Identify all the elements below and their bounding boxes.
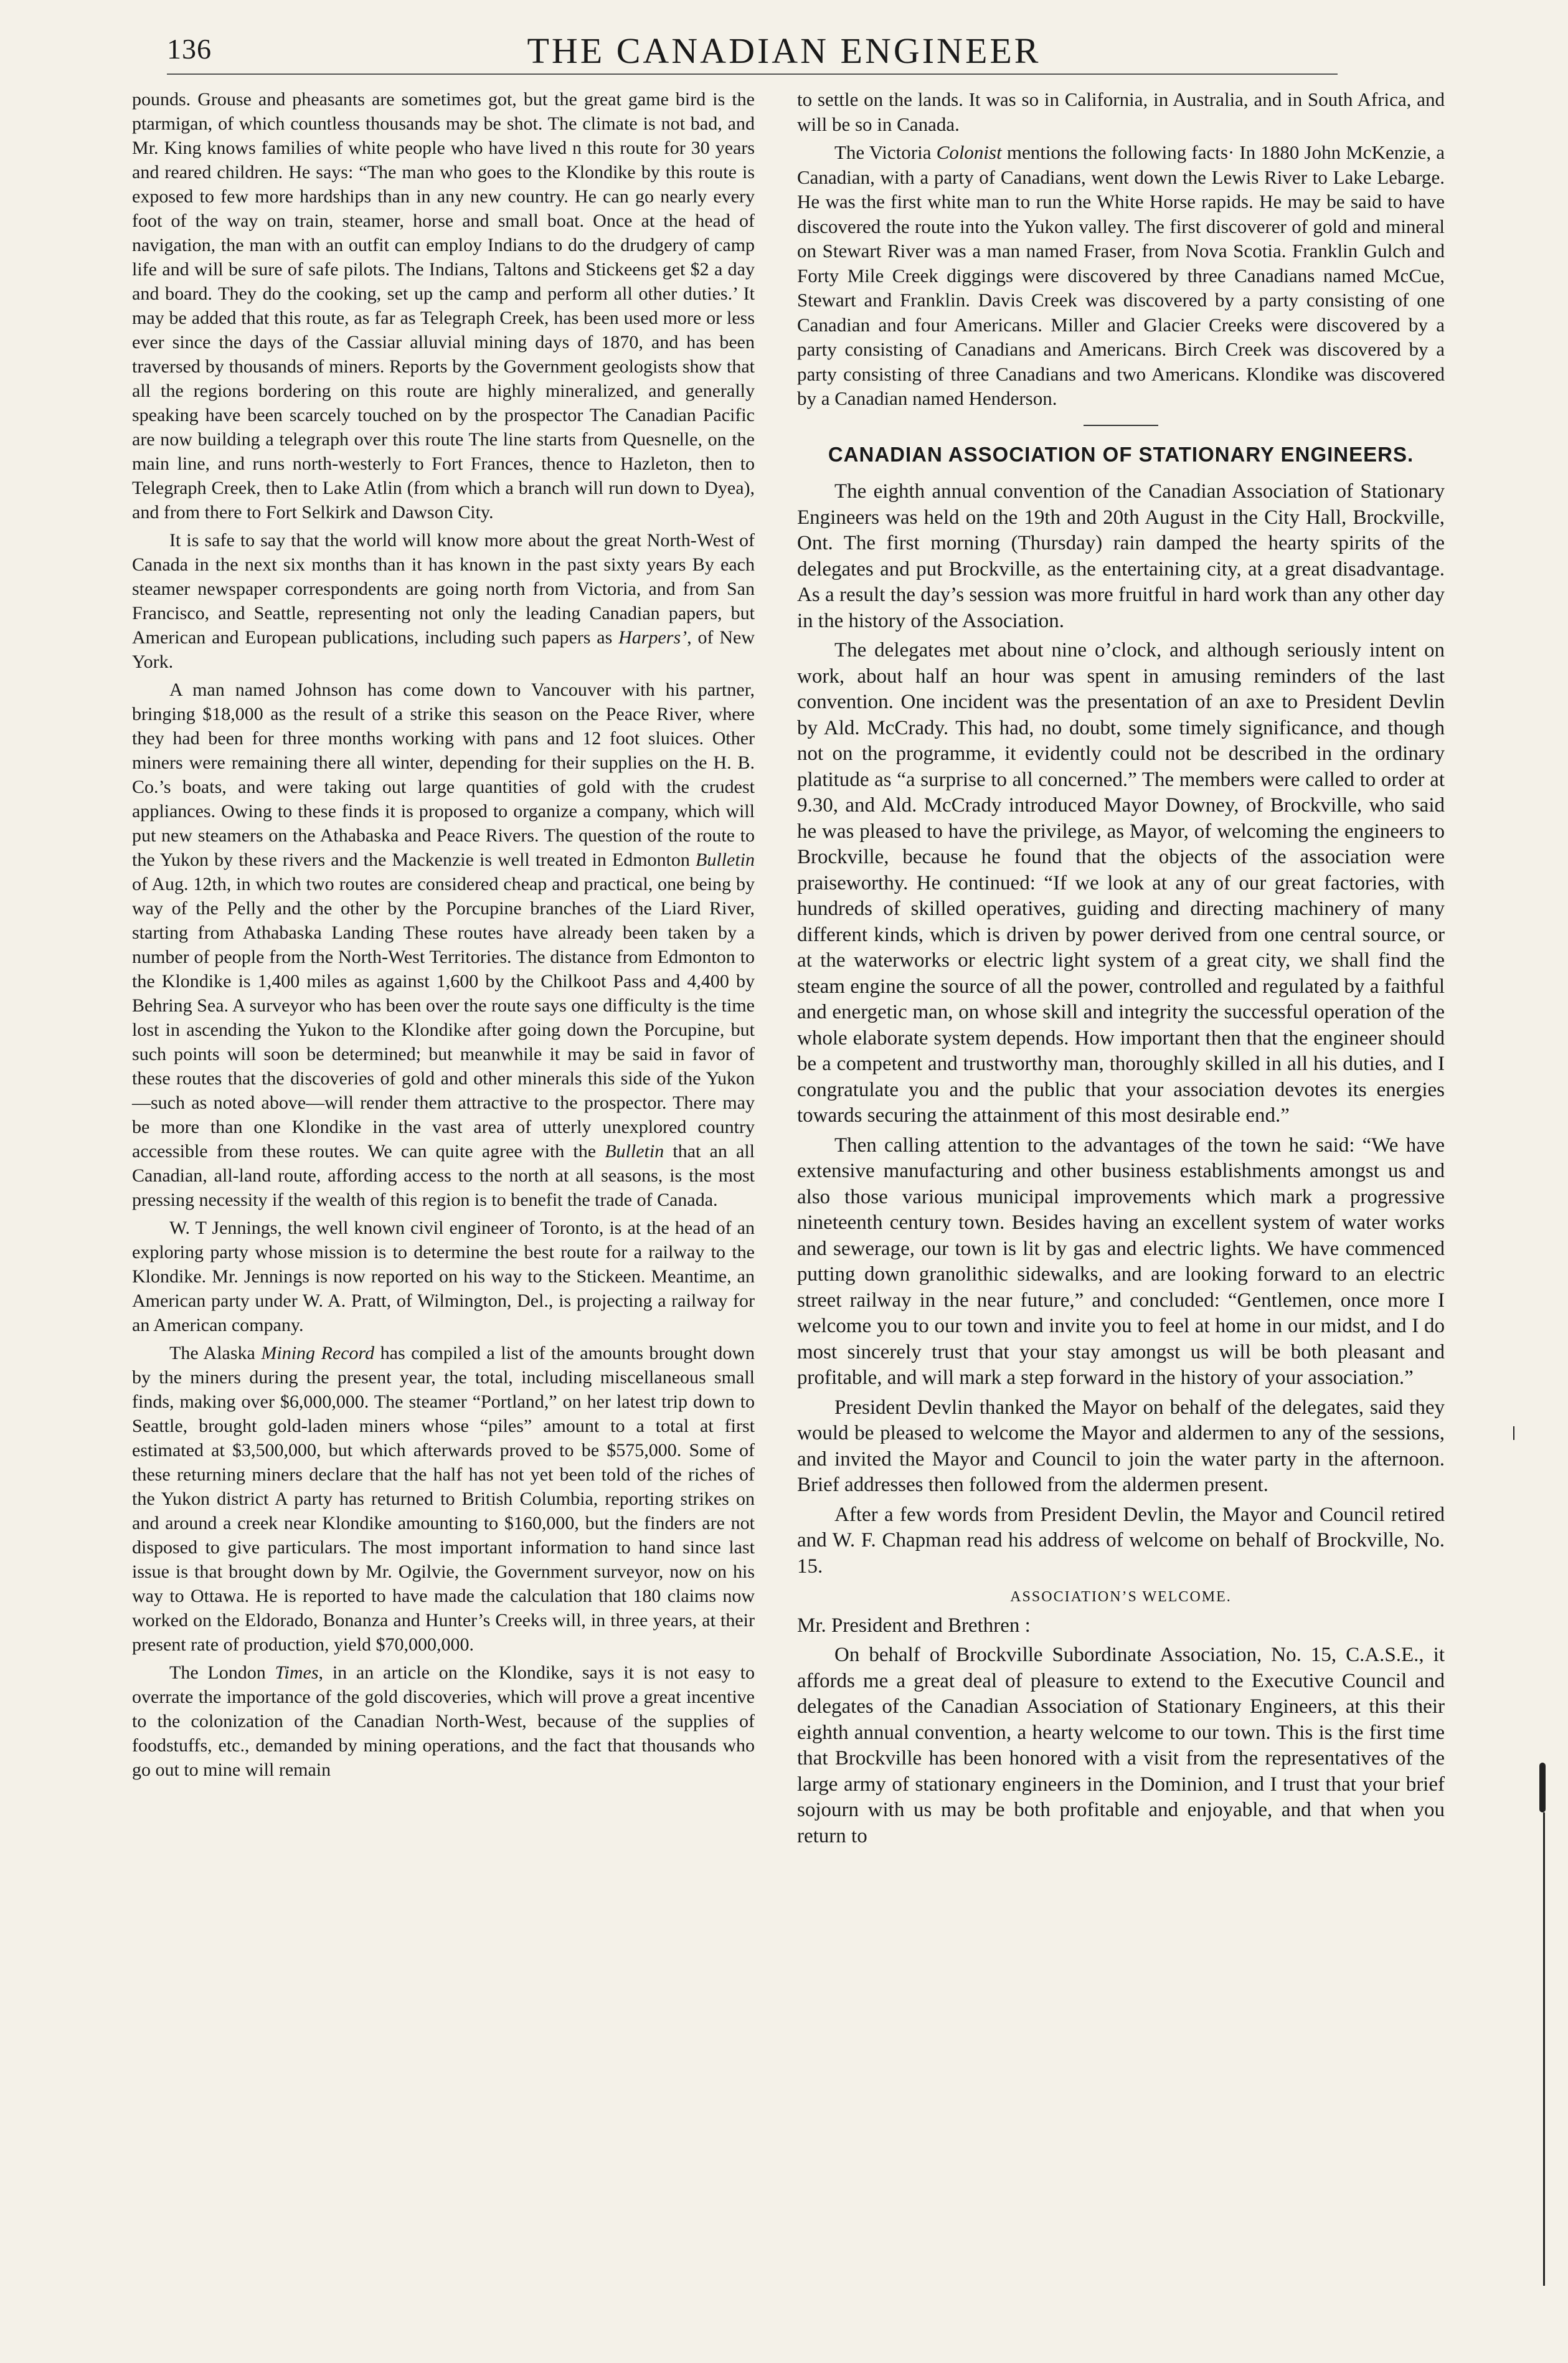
page-number: 136 — [167, 33, 212, 65]
margin-line-mark — [1543, 1812, 1545, 2286]
article-paragraph-1: The eighth annual convention of the Canadian Association of Stationary Engineers was held on the 19th and 20th August in the City Hall, Brockville, Ont. The first morning (Thursday) rain damped the hearty spirits of the delegates and put Brockville, as the entertaining city, at a great disadvantage. As a result the day’s session was more fruitful in hard work than any other day in the history of the Association. — [797, 480, 1445, 632]
left-paragraph-4: W. T Jennings, the well known civil engineer of Toronto, is at the head of an exploring party whose mission is to determine the best route for a railway to the Klondike. Mr. Jennings is now reported on his way to the Stickeen. Meantime, an American party under W. A. Pratt, of Wilmington, Del., is projecting a railway for an American company. — [132, 1218, 755, 1335]
margin-bar-mark — [1539, 1763, 1546, 1812]
left-column — [132, 87, 755, 1782]
italic-title: Colonist — [936, 141, 1002, 163]
article-paragraph-2: The delegates met about nine o’clock, and although seriously intent on work, about half an hour was spent in amusing reminders of the last convention. One incident was the presentation of an axe to President Devlin by Ald. McCrady. This had, no doubt, some timely significance, and though not on the programme, it evidently could not be described in the ordinary platitude as “a surprise to all concerned.” The members were called to order at 9.30, and Ald. McCrady introduced Mayor Downey, of Brockville, who said he was pleased to have the privilege, as Mayor, of welcoming the engineers to Brockville, because he found that the objects of the association were praiseworthy. He continued: “If we look at any of our great factories, with hundreds of skilled operatives, guiding and directing machinery of many different kinds, which is driven by power derived from one central source, or at the waterworks or electric light system of a great city, we shall find the steam engine the source of all the power, controlled and regulated by a faithful and energetic man, on whose skill and integrity the successful operation of the whole elaborate system depends. How important then that the engineer should be a competent and trustworthy man, thoroughly skilled in all his duties, and I congratulate you and the public that your association devotes its energies towards securing the attainment of this most desirable end.” — [797, 639, 1445, 1127]
italic-title: Times — [275, 1662, 319, 1683]
article-paragraph-3: Then calling attention to the advantages of the town he said: “We have extensive manufacturing and other business establishments amongst us and also those various municipal improvements which mark a progressive nineteenth century town. Besides having an excellent system of water works and sewerage, our town is lit by gas and electric lights. We have commenced putting down granolithic sidewalks, and are looking forward to an electric street railway in the near future,” and concluded: “Gentlemen, once more I welcome you to our town and invite you to feel at home in our midst, and I do most sincerely trust that your stay amongst us will be both pleasant and profitable, and will mark a step forward in the history of your association.” — [797, 1134, 1445, 1389]
salutation: Mr. President and Brethren : — [797, 1614, 1031, 1637]
text-run: It is safe to say that the world will know more about the great North-West of Canada in the next six months than it has known in the past sixty years By each steamer newspaper correspondents are going north from Victoria, and from San Francisco, and Seattle, representing not only the leading Canadian papers, but American and European publications, including such papers as — [132, 530, 755, 648]
text-run: , in an article on the Klondike, says it is not easy to overrate the importance of the gold discoveries, which will prove a great incentive to the colonization of the Canadian North-West, because of the supplies of foodstuffs, etc., demanded by mining operations, and the fact that thousands who go out to mine will remain — [132, 1662, 755, 1780]
right-column — [797, 87, 1445, 1849]
italic-title: Bulletin — [605, 1141, 664, 1162]
margin-tick-mark — [1513, 1426, 1514, 1440]
text-run: The Alaska — [169, 1343, 262, 1363]
left-paragraph-1: pounds. Grouse and pheasants are sometimes got, but the great game bird is the ptarmigan, of which countless thousands may be shot. The climate is not bad, and Mr. King knows families of white people who have lived n this route for 30 years and reared children. He says: “The man who goes to the Klondike by this route is exposed to few more hardships than in any new country. He can go nearly every foot of the way on train, steamer, horse and small boat. Once at the head of navigation, the man with an outfit can employ Indians to do the drudgery of camp life and will be sure of safe pilots. The Indians, Taltons and Stickeens get $2 a day and board. They do the cooking, set up the camp and perform all other duties.’ It may be added that this route, as far as Telegraph Creek, has been used more or less ever since the days of the Cassiar alluvial mining days of 1870, and has been traversed by thousands of miners. Reports by the Government geologists show that all the regions bordering on this route are highly mineralized, and generally speaking have been scarcely touched on by the prospector The Canadian Pacific are now building a telegraph over this route The line starts from Quesnelle, on the main line, and runs north-westerly to Fort Frances, thence to Hazleton, then to Telegraph Creek, then to Lake Atlin (from which a branch will run down to Dyea), and from there to Fort Selkirk and Dawson City. — [132, 89, 755, 523]
article-paragraph-6: On behalf of Brockville Subordinate Association, No. 15, C.A.S.E., it affords me a great deal of pleasure to extend to the Executive Council and delegates of the Canadian Association of Stationary Engineers, at this their eighth annual convention, a hearty welcome to our town. This is the first time that Brockville has been honored with a visit from the representatives of the large army of stationary engineers in the Dominion, and I trust that your brief sojourn with us may be both profitable and enjoyable, and that when you return to — [797, 1644, 1445, 1847]
journal-title: THE CANADIAN ENGINEER — [527, 31, 1041, 71]
left-paragraph-3 — [132, 678, 755, 1212]
text-run: that an all Canadian, all-land route, affording access to the north at all seasons, is the most pressing necessity if the wealth of this region is to benefit the trade of Canada. — [132, 1141, 755, 1210]
article-paragraph-5: After a few words from President Devlin, the Mayor and Council retired and W. F. Chapman read his address of welcome on behalf of Brockville, No. 15. — [797, 1503, 1445, 1578]
text-run: The Victoria — [834, 141, 937, 163]
left-paragraph-6 — [132, 1660, 755, 1782]
text-run: of Aug. 12th, in which two routes are considered cheap and practical, one being by way of the Pelly and the other by the Porcupine branches of the Liard River, starting from Athabaska Landing These routes have already been taken by a number of people from the North-West Territories. The distance from Edmonton to the Klondike is 1,400 miles as against 1,600 by the Chilkoot Pass and 4,400 by Behring Sea. A surveyor who has been over the route says one difficulty is the time lost in ascending the Yukon to the Klondike after going down the Porcupine, but such points will soon be determined; but meanwhile it may be said in favor of these routes that the discoveries of gold and other minerals this side of the Yukon—such as noted above—will render them attractive to the prospector. There may be more than one Klondike in the vast area of utterly unexplored country accessible from these routes. We can quite agree with the — [132, 874, 755, 1162]
header-rule — [167, 73, 1338, 75]
section-divider — [1084, 425, 1158, 426]
article-paragraph-4: President Devlin thanked the Mayor on behalf of the delegates, said they would be pleased to welcome the Mayor and aldermen to any of the sessions, and invited the Mayor and Council to join the water party in the afternoon. Brief addresses then followed from the aldermen present. — [797, 1396, 1445, 1496]
right-paragraph-1: to settle on the lands. It was so in California, in Australia, and in South Africa, and will be so in Canada. — [797, 88, 1445, 135]
italic-title: Bulletin — [696, 850, 755, 870]
section-heading: CANADIAN ASSOCIATION OF STATIONARY ENGINEERS. — [828, 442, 1414, 466]
text-run: A man named Johnson has come down to Vancouver with his partner, bringing $18,000 as the result of a strike this season on the Peace River, where they had been for three months working with pans and 12 foot sluices. Other miners were remaining there all winter, depending for their supplies on the H. B. Co.’s boats, and were taking out large quantities of gold with the crudest appliances. Owing to these finds it is proposed to organize a company, which will put new steamers on the Athabaska and Peace Rivers. The question of the route to the Yukon by these rivers and the Mackenzie is well treated in Edmonton — [132, 680, 755, 870]
left-paragraph-2 — [132, 528, 755, 674]
italic-title: Mining Record — [261, 1343, 375, 1363]
article-body — [797, 479, 1445, 1849]
text-run: has compiled a list of the amounts brought down by the miners during the present year, the total, including miscellaneous small finds, making over $6,000,000. The steamer “Portland,” on her latest trip down to Seattle, brought gold-laden miners whose “piles” amount to a total at first estimated at $3,500,000, but which afterwards proved to be $575,000. Some of these returning miners declare that the half has not yet been told of the riches of the Yukon district A party has returned to British Columbia, reporting strikes on and around a creek near Klondike amounting to $160,000, but the finders are not disposed to give particulars. The most important information to hand since last issue is that brought down by Mr. Ogilvie, the Government surveyor, now on his way to Ottawa. He is reported to have made the calculation that 180 claims now worked on the Eldorado, Bonanza and Hunter’s Creeks will, in three years, at their present rate of production, yield $70,000,000. — [132, 1343, 755, 1655]
right-paragraph-2 — [797, 140, 1445, 411]
italic-title: Harpers’ — [618, 627, 687, 648]
left-paragraph-5 — [132, 1341, 755, 1657]
subheading: ASSOCIATION’S WELCOME. — [1010, 1589, 1232, 1605]
text-run: , of New York. — [132, 627, 755, 672]
text-run: The London — [169, 1662, 275, 1683]
text-run: mentions the following facts· In 1880 John McKenzie, a Canadian, with a party of Canadians, went down the Lewis River to Lake Lebarge. He was the first white man to run the White Horse rapids. He may be said to have discovered the route into the Yukon valley. The first discoverer of gold and mineral on Stewart River was a man named Fraser, from Nova Scotia. Franklin Gulch and Forty Mile Creek diggings were discovered by three Canadians named McCue, Stewart and Franklin. Davis Creek was discovered by a party consisting of one Canadian and four Americans. Miller and Glacier Creeks were discovered by a party consisting of Canadians and Americans. Birch Creek was discovered by a party consisting of three Canadians and two Americans. Klondike was discovered by a Canadian named Henderson. — [797, 141, 1445, 409]
